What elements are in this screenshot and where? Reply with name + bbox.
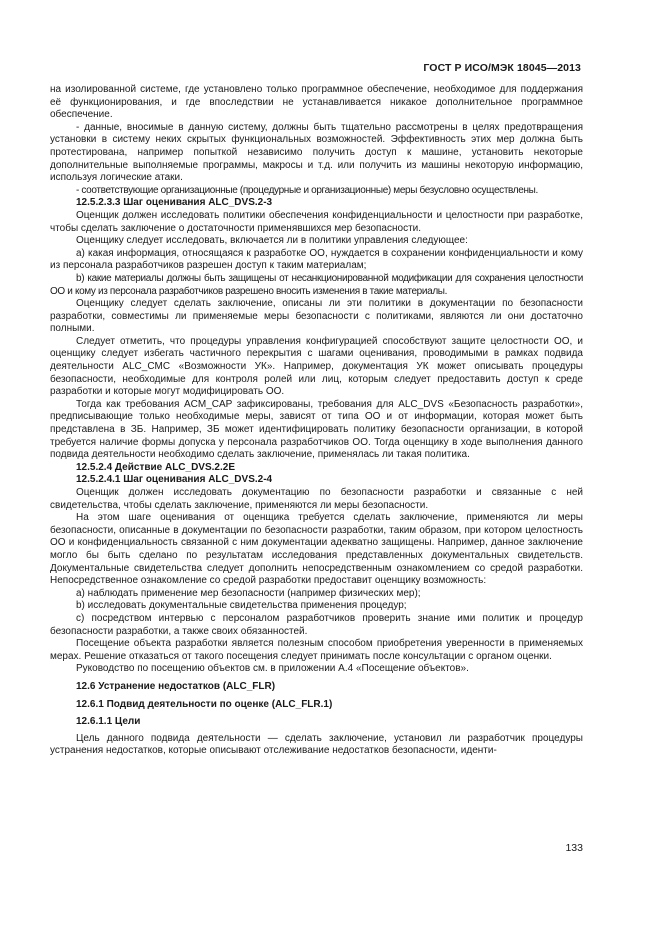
section-heading: 12.6.1 Подвид деятельности по оценке (ALC_FLR.1)	[76, 698, 333, 710]
document-body	[50, 84, 583, 758]
list-item: a) наблюдать применение мер безопасности (например физических мер);	[76, 587, 421, 599]
paragraph: Посещение объекта разработки является полезным способом приобретения уверенности в применяемых мерах. Решение отказаться от такого посещения следует принимать после консультации с органом оценки.	[50, 638, 583, 662]
paragraph: - соответствующие организационные (процедурные и организационные) меры безусловно осуществлены.	[76, 184, 538, 196]
list-item: a) какая информация, относящаяся к разработке ОО, нуждается в сохранении конфиденциальности и кому из персонала разработчиков разрешен доступ к таким материалам;	[50, 247, 583, 272]
section-heading: 12.5.2.3.3 Шаг оценивания ALC_DVS.2-3	[76, 197, 273, 209]
paragraph: На этом шаге оценивания от оценщика требуется сделать заключение, применяются ли меры безопасности, описанные в документации по безопасности разработки, таким образом, при котором целостность ОО и конфиденциальность связанной с ним документации адекватно защищены. Например, данное заключение могло бы быть сделано по результатам исследования представленных документальных свидетельств. Документальные свидетельства следует дополнить непосредственным ознакомлением со средой разработки. Непосредственное ознакомление со средой разработки предоставит оценщику возможность:	[50, 512, 583, 587]
document-header: ГОСТ Р ИСО/МЭК 18045—2013	[423, 62, 581, 74]
paragraph: Руководство по посещению объектов см. в приложении А.4 «Посещение объектов».	[76, 663, 469, 675]
paragraph: Оценщик должен исследовать документацию по безопасности разработки и связанные с ней свидетельства, чтобы сделать заключение, применяются ли меры безопасности.	[50, 487, 583, 511]
paragraph: Следует отметить, что процедуры управления конфигурацией способствуют защите целостности ОО, и оценщику следует избегать частичного перекрытия с шагами оценивания, проводимыми в рамках подвида деятельности ALC_CMC «Возможности УК». Например, документация УК может описывать процедуры безопасности, необходимые для контроля ролей или лиц, которым следует предоставить доступ к среде разработки и которые могут модифицировать ОО.	[50, 335, 583, 398]
list-item: b) какие материалы должны быть защищены от несанкционированной модификации для сохранения целостности ОО и кому из персонала разработчиков разрешено вносить изменения в такие материалы.	[50, 272, 583, 297]
paragraph: Оценщику следует исследовать, включается ли в политики управления следующее:	[76, 235, 468, 247]
paragraph: Цель данного подвида деятельности — сделать заключение, установил ли разработчик процедуры устранения недостатков, которые описывают отслеживание недостатков безопасности, иденти-	[50, 732, 583, 757]
paragraph: Тогда как требования ACM_CAP зафиксированы, требования для ALC_DVS «Безопасность разработки», предписывающие только необходимые меры, зависят от типа ОО и от информации, которая может быть представлена в ЗБ. Например, ЗБ может идентифицировать политику безопасности организации, в которой требуется наличие формы допуска у персонала разработчиков ОО. Тогда оценщику в ходе выполнения данного подвида деятельности необходимо сделать заключение, применялась ли такая политика.	[50, 398, 583, 461]
section-heading: 12.5.2.4 Действие ALC_DVS.2.2E	[76, 461, 235, 473]
section-heading: 12.5.2.4.1 Шаг оценивания ALC_DVS.2-4	[76, 474, 273, 486]
paragraph: Оценщик должен исследовать политики обеспечения конфиденциальности и целостности при разработке, чтобы сделать заключение о достаточности применявшихся мер безопасности.	[50, 209, 583, 234]
page-number: 133	[565, 842, 583, 854]
section-heading: 12.6 Устранение недостатков (ALC_FLR)	[76, 680, 276, 692]
paragraph: - данные, вносимые в данную систему, должны быть тщательно рассмотрены в целях предотвращения установки в систему неких скрытых функциональных возможностей. Эффективность этих мер должна быть протестирована, например попыткой независимо получить доступ к машине, установить некоторые дополнительные выполняемые программы, макросы и т.д. или получить из машины некоторую информацию, используя логические атаки.	[50, 121, 583, 184]
list-item: b) исследовать документальные свидетельства применения процедур;	[76, 600, 407, 612]
paragraph: Оценщику следует сделать заключение, описаны ли эти политики в документации по безопасности разработки, совместимы ли применяемые меры безопасности с политиками, являются ли они достаточно полными.	[50, 298, 583, 335]
list-item: c) посредством интервью с персоналом разработчиков проверить знание ими политик и процедур безопасности разработки, а также своих обязанностей.	[50, 612, 583, 637]
section-heading: 12.6.1.1 Цели	[76, 716, 141, 728]
paragraph: на изолированной системе, где установлено только программное обеспечение, необходимое для поддержания её функционирования, и где впоследствии не устанавливается никакое дополнительное программное обеспечение.	[50, 84, 583, 121]
